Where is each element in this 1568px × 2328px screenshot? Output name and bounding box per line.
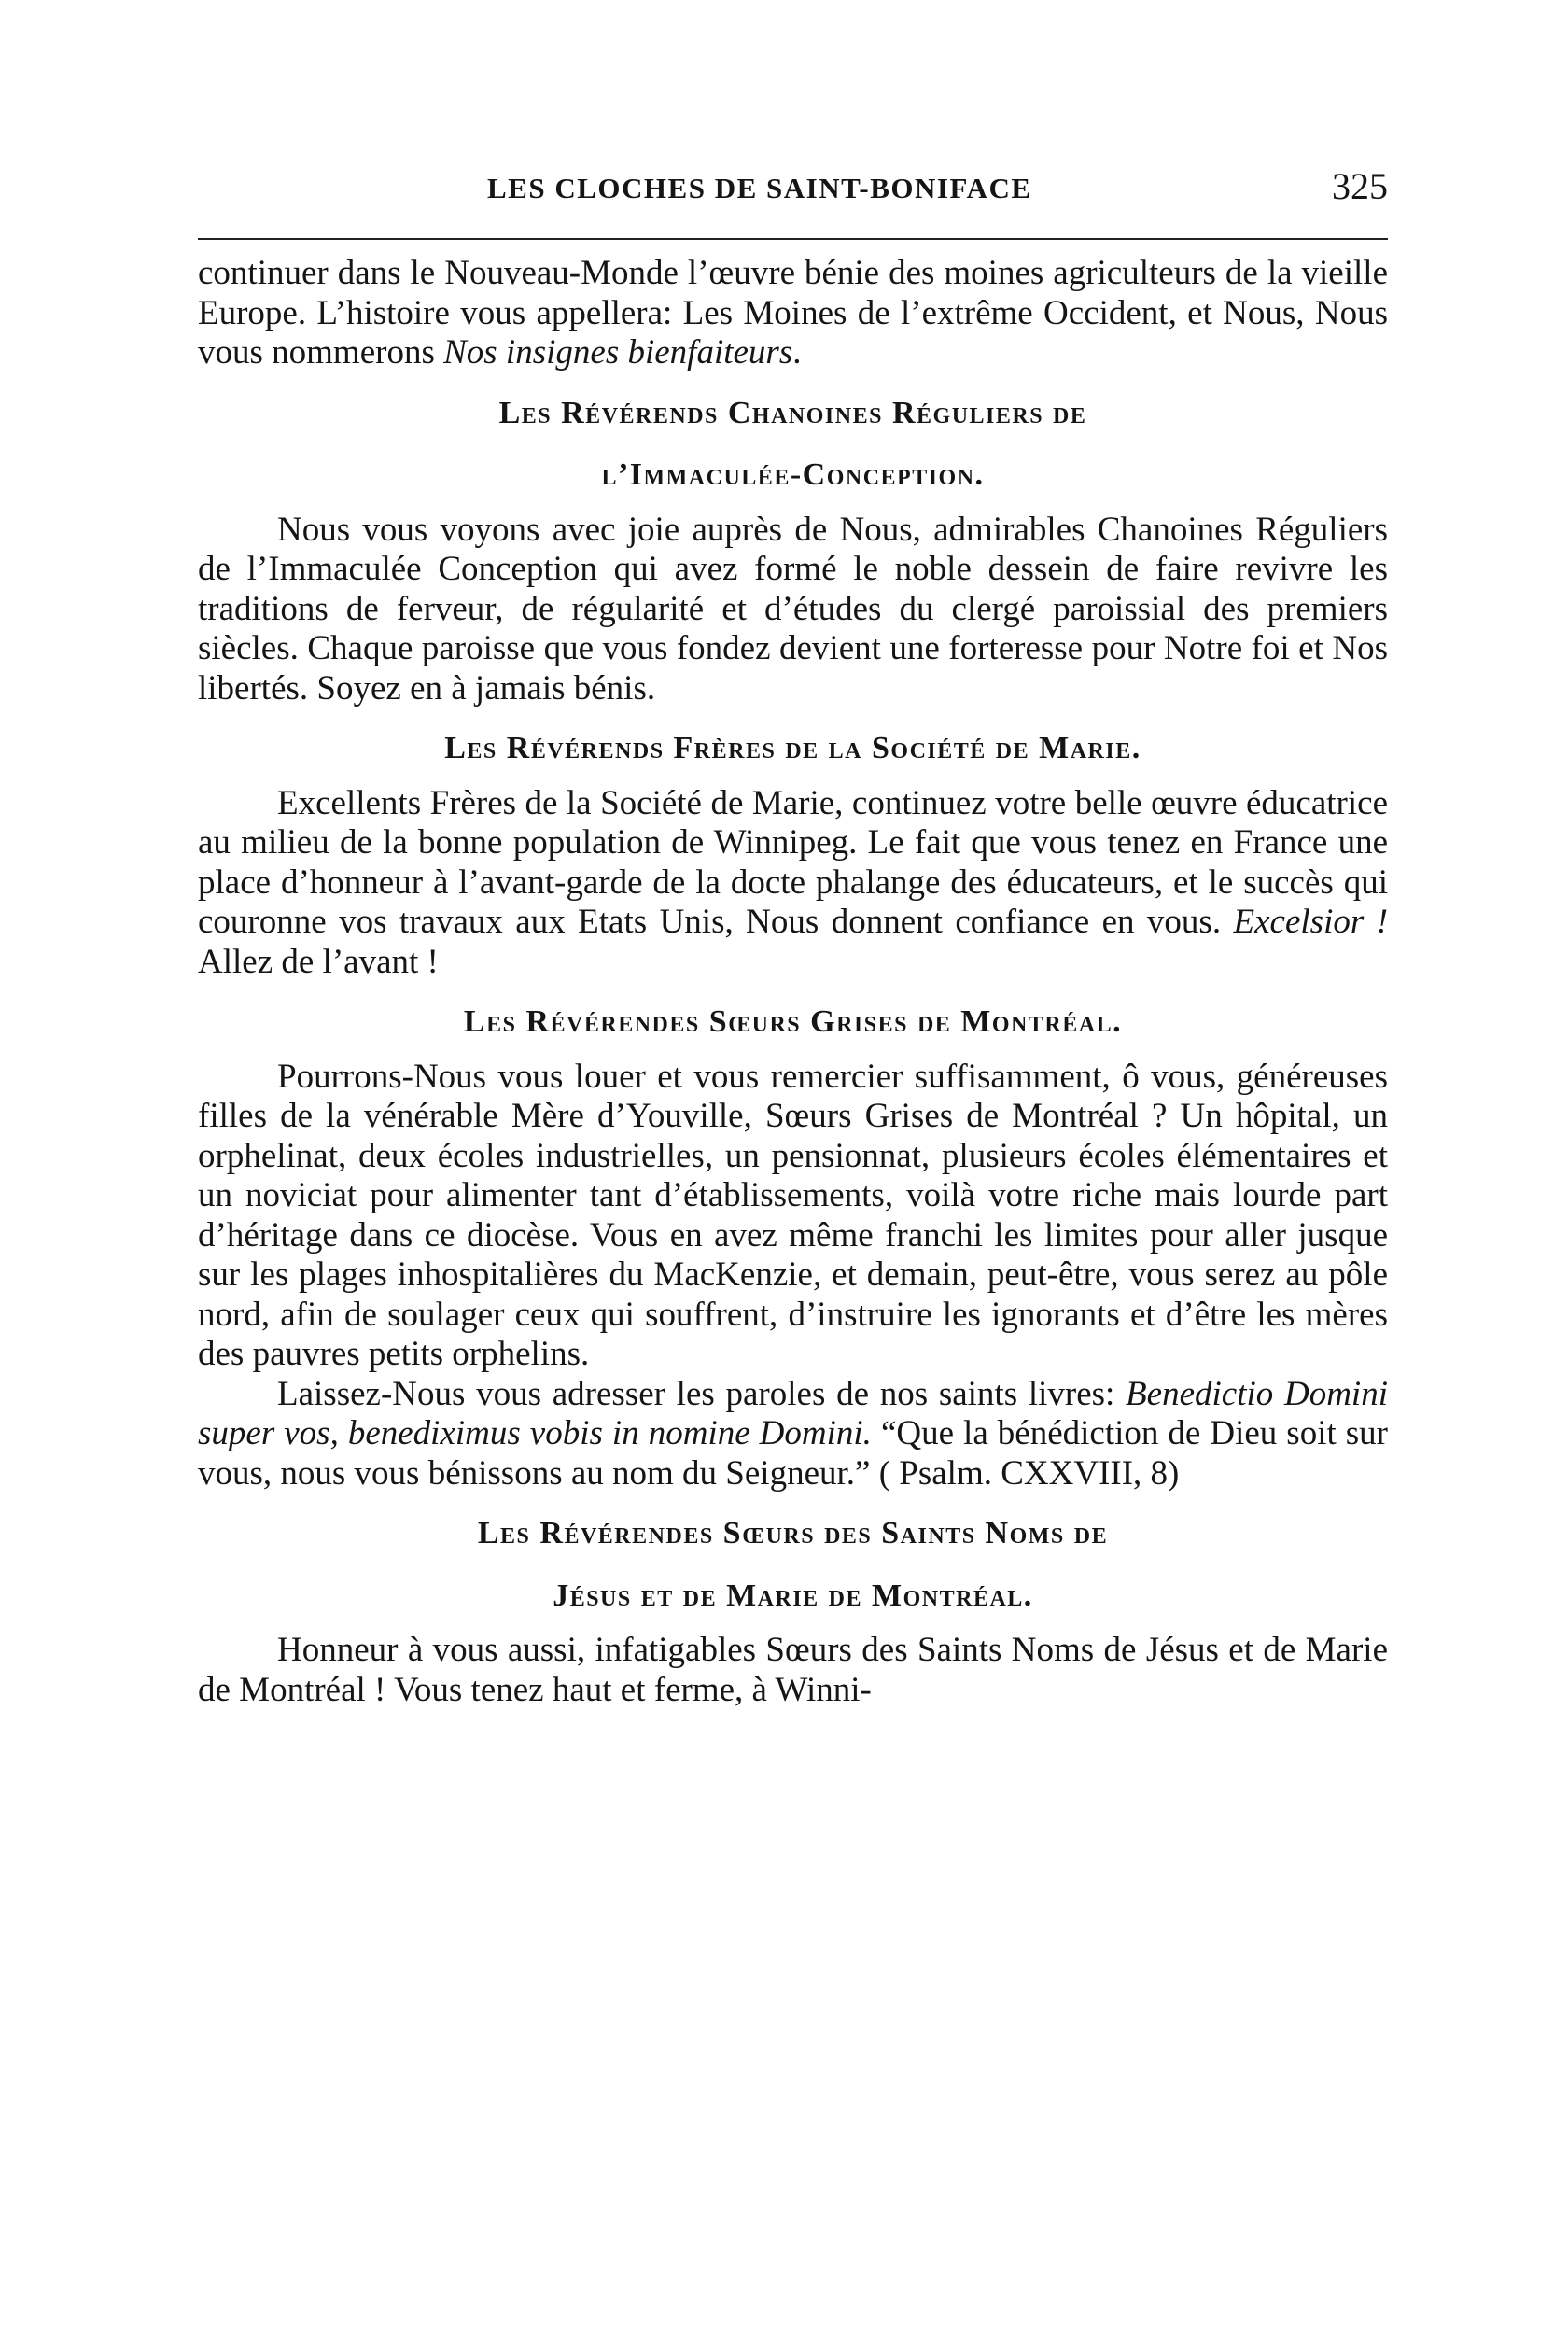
italic-phrase: Benedictio Domini super vos, benediximus vobis in nomine Domini.	[198, 1374, 1388, 1452]
page-header	[198, 165, 1388, 215]
paragraph-text: Laissez-Nous vous adresser les paroles de nos saints livres:	[277, 1374, 1127, 1413]
paragraph-end: Allez de l’avant !	[198, 942, 439, 981]
section-heading-saints-noms	[198, 1514, 1388, 1616]
heading-line: Jésus et de Marie de Montréal.	[553, 1578, 1033, 1613]
paragraph-freres	[198, 784, 1388, 983]
running-title: LES CLOCHES DE SAINT-BONIFACE	[487, 172, 1032, 204]
header-rule	[198, 238, 1388, 240]
page-body	[198, 254, 1388, 1710]
section-heading-freres	[198, 729, 1388, 769]
italic-phrase: Nos insignes bienfaiteurs	[443, 333, 793, 372]
heading-line: Les Révérends Frères de la Société de Marie.	[444, 731, 1141, 765]
page-number: 325	[1332, 165, 1388, 207]
section-heading-soeurs-grises	[198, 1003, 1388, 1043]
italic-phrase: Excelsior !	[1233, 903, 1389, 941]
paragraph-end: “Que la bénédiction de Dieu soit sur vous, nous vous bénissons au nom du Seigneur.” ( Psalm. CXXVIII, 8)	[198, 1414, 1388, 1493]
paragraph-saints-noms: Honneur à vous aussi, infatigables Sœurs des Saints Noms de Jésus et de Marie de Montréal ! Vous tenez haut et ferme, à Winni-	[198, 1631, 1388, 1709]
paragraph-blessing	[198, 1375, 1388, 1494]
heading-line: Les Révérends Chanoines Réguliers de	[498, 395, 1087, 430]
paragraph-chanoines: Nous vous voyons avec joie auprès de Nous, admirables Chanoines Réguliers de l’Immaculée Conception qui avez formé le noble dessein de faire revivre les traditions de ferveur, de régularité et d’études du clergé paroissial des premiers siècles. Chaque paroisse que vous fondez devient une forteresse pour Notre foi et Nos libertés. Soyez en à jamais bénis.	[198, 510, 1388, 708]
heading-line: Les Révérendes Sœurs Grises de Montréal.	[463, 1004, 1123, 1039]
heading-line: Les Révérendes Sœurs des Saints Noms de	[477, 1516, 1109, 1550]
paragraph-end: .	[792, 333, 802, 372]
paragraph-continuation	[198, 254, 1388, 373]
paragraph-text: continuer dans le Nouveau-Monde l’œuvre bénie des moines agriculteurs de la vieille Europe. L’histoire vous appellera: Les Moines de l’extrême Occident, et Nous, Nous vous nommerons	[198, 254, 1388, 372]
paragraph-soeurs-grises: Pourrons-Nous vous louer et vous remercier suffisamment, ô vous, généreuses filles de la vénérable Mère d’Youville, Sœurs Grises de Montréal ? Un hôpital, un orphelinat, deux écoles industrielles, un pensionnat, plusieurs écoles élémentaires et un noviciat pour alimenter tant d’établissements, voilà votre riche mais lourde part d’héritage dans ce diocèse. Vous en avez même franchi les limites pour aller jusque sur les plages inhospitalières du MacKenzie, et demain, peut-être, vous serez au pôle nord, afin de soulager ceux qui souffrent, d’instruire les ignorants et d’être les mères des pauvres petits orphelins.	[198, 1057, 1388, 1373]
section-heading-chanoines	[198, 394, 1388, 496]
heading-line: l’Immaculée-Conception.	[601, 457, 985, 492]
paragraph-text: Excellents Frères de la Société de Marie, continuez votre belle œuvre éducatrice au milieu de la bonne population de Winnipeg. Le fait que vous tenez en France une place d’honneur à l’avant-garde de la docte phalange des éducateurs, et le succès qui couronne vos travaux aux Etats Unis, Nous donnent confiance en vous.	[198, 783, 1388, 941]
